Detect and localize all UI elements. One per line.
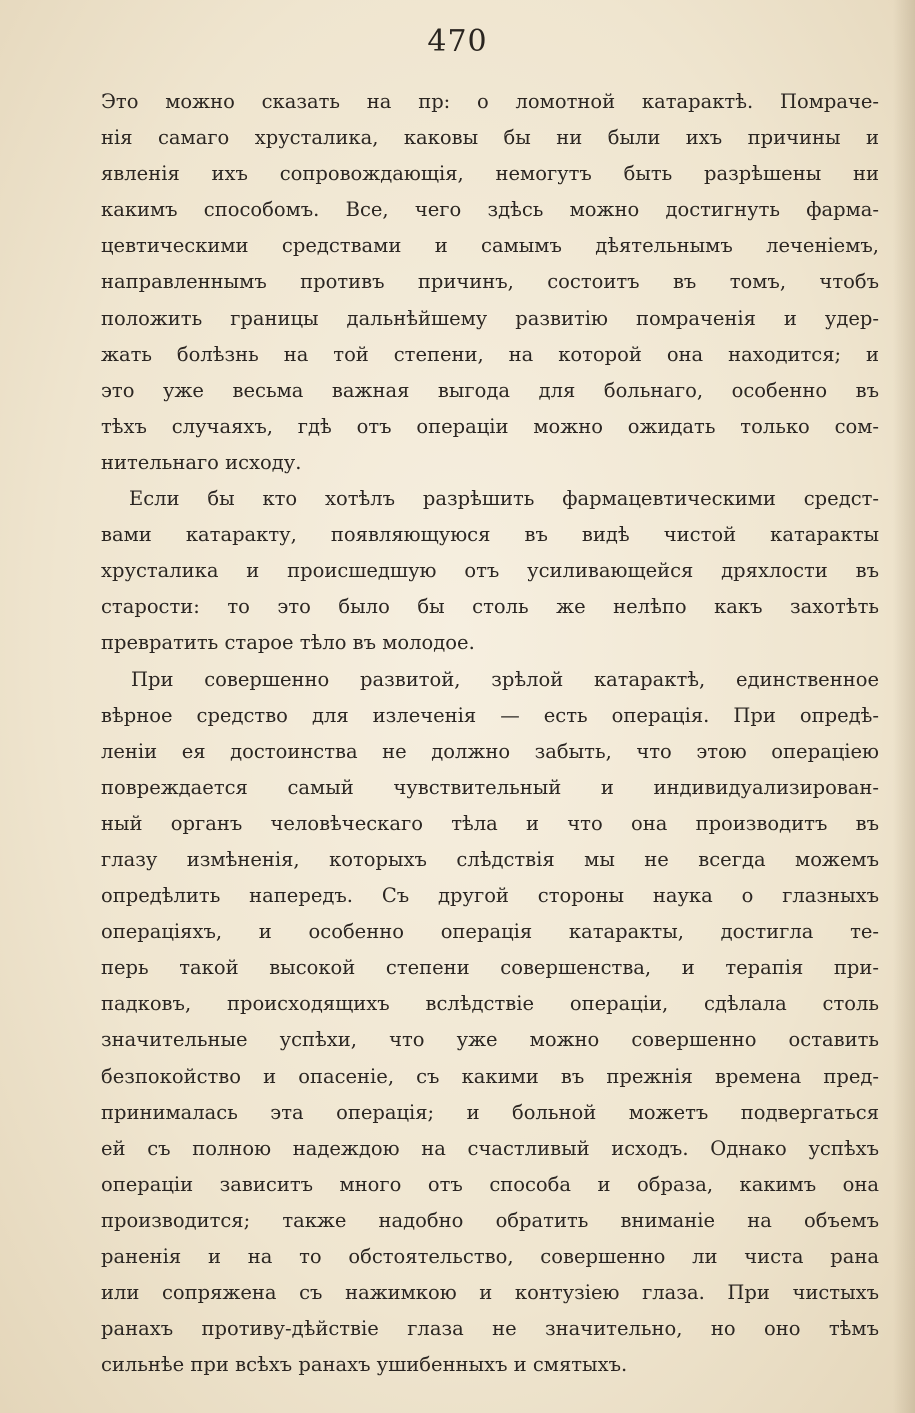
text-line: производится; также надобно обратить вниманіе на объемъ xyxy=(101,1208,879,1232)
text-line: глазу измѣненія, которыхъ слѣдствія мы не всегда можемъ xyxy=(101,847,879,871)
text-line: превратить старое тѣло въ молодое. xyxy=(101,631,475,655)
body-text xyxy=(101,84,879,1383)
text-line: жать болѣзнь на той степени, на которой она находится; и xyxy=(101,342,879,366)
text-line: тѣхъ случаяхъ, гдѣ отъ операціи можно ожидать только сом- xyxy=(101,414,879,438)
paragraph-3 xyxy=(101,662,879,1384)
text-line: значительные успѣхи, что уже можно совершенно оставить xyxy=(101,1028,879,1052)
paragraph-1 xyxy=(101,84,879,481)
text-line: опредѣлить напередъ. Съ другой стороны наука о глазныхъ xyxy=(101,884,879,908)
text-line: Если бы кто хотѣлъ разрѣшить фармацевтическими средст- xyxy=(129,487,879,511)
text-line: падковъ, происходящихъ вслѣдствіе операціи, сдѣлала столь xyxy=(101,992,879,1016)
paragraph-2 xyxy=(101,481,879,661)
text-line: хрусталика и происшедшую отъ усиливающейся дряхлости въ xyxy=(101,559,879,583)
text-line: леніи ея достоинства не должно забыть, что этою операціею xyxy=(101,739,879,763)
text-line: явленія ихъ сопровождающія, немогутъ быть разрѣшены ни xyxy=(101,162,879,186)
text-line: какимъ способомъ. Все, чего здѣсь можно достигнуть фарма- xyxy=(101,198,879,222)
text-line: ранахъ противу-дѣйствіе глаза не значительно, но оно тѣмъ xyxy=(101,1317,879,1341)
page-edge-shadow xyxy=(893,0,915,1413)
text-line: При совершенно развитой, зрѣлой катарактѣ, единственное xyxy=(131,667,879,691)
text-line: ный органъ человѣческаго тѣла и что она производитъ въ xyxy=(101,811,879,835)
page-number: 470 xyxy=(427,24,488,59)
text-line: положить границы дальнѣйшему развитію помраченія и удер- xyxy=(101,306,879,330)
text-line: принималась эта операція; и больной можетъ подвергаться xyxy=(101,1100,879,1124)
text-line: это уже весьма важная выгода для больнаго, особенно въ xyxy=(101,378,879,402)
text-line: операціяхъ, и особенно операція катаракты, достигла те- xyxy=(101,920,879,944)
text-line: безпокойство и опасеніе, съ какими въ прежнія времена пред- xyxy=(101,1064,879,1088)
text-line: ей съ полною надеждою на счастливый исходъ. Однако успѣхъ xyxy=(101,1136,879,1160)
text-line: старости: то это было бы столь же нелѣпо какъ захотѣть xyxy=(101,595,879,619)
text-line: нія самаго хрусталика, каковы бы ни были ихъ причины и xyxy=(101,126,879,150)
text-line: вами катаракту, появляющуюся въ видѣ чистой катаракты xyxy=(101,523,879,547)
text-line: повреждается самый чувствительный и индивидуализирован- xyxy=(101,775,879,799)
text-line: перь такой высокой степени совершенства, и терапія при- xyxy=(101,956,879,980)
text-line: направленнымъ противъ причинъ, состоитъ въ томъ, чтобъ xyxy=(101,270,879,294)
text-line: раненія и на то обстоятельство, совершенно ли чиста рана xyxy=(101,1245,879,1268)
text-line: нительнаго исходу. xyxy=(101,450,302,474)
text-line: Это можно сказать на пр: о ломотной катарактѣ. Помраче- xyxy=(101,90,879,113)
text-line: вѣрное средство для излеченія — есть операція. При опредѣ- xyxy=(101,703,879,727)
text-line: цевтическими средствами и самымъ дѣятельнымъ леченіемъ, xyxy=(101,234,879,258)
text-line: сильнѣе при всѣхъ ранахъ ушибенныхъ и смятыхъ. xyxy=(101,1353,628,1377)
text-line: операціи зависитъ много отъ способа и образа, какимъ она xyxy=(101,1172,879,1196)
text-line: или сопряжена съ нажимкою и контузіею глаза. При чистыхъ xyxy=(101,1281,879,1305)
